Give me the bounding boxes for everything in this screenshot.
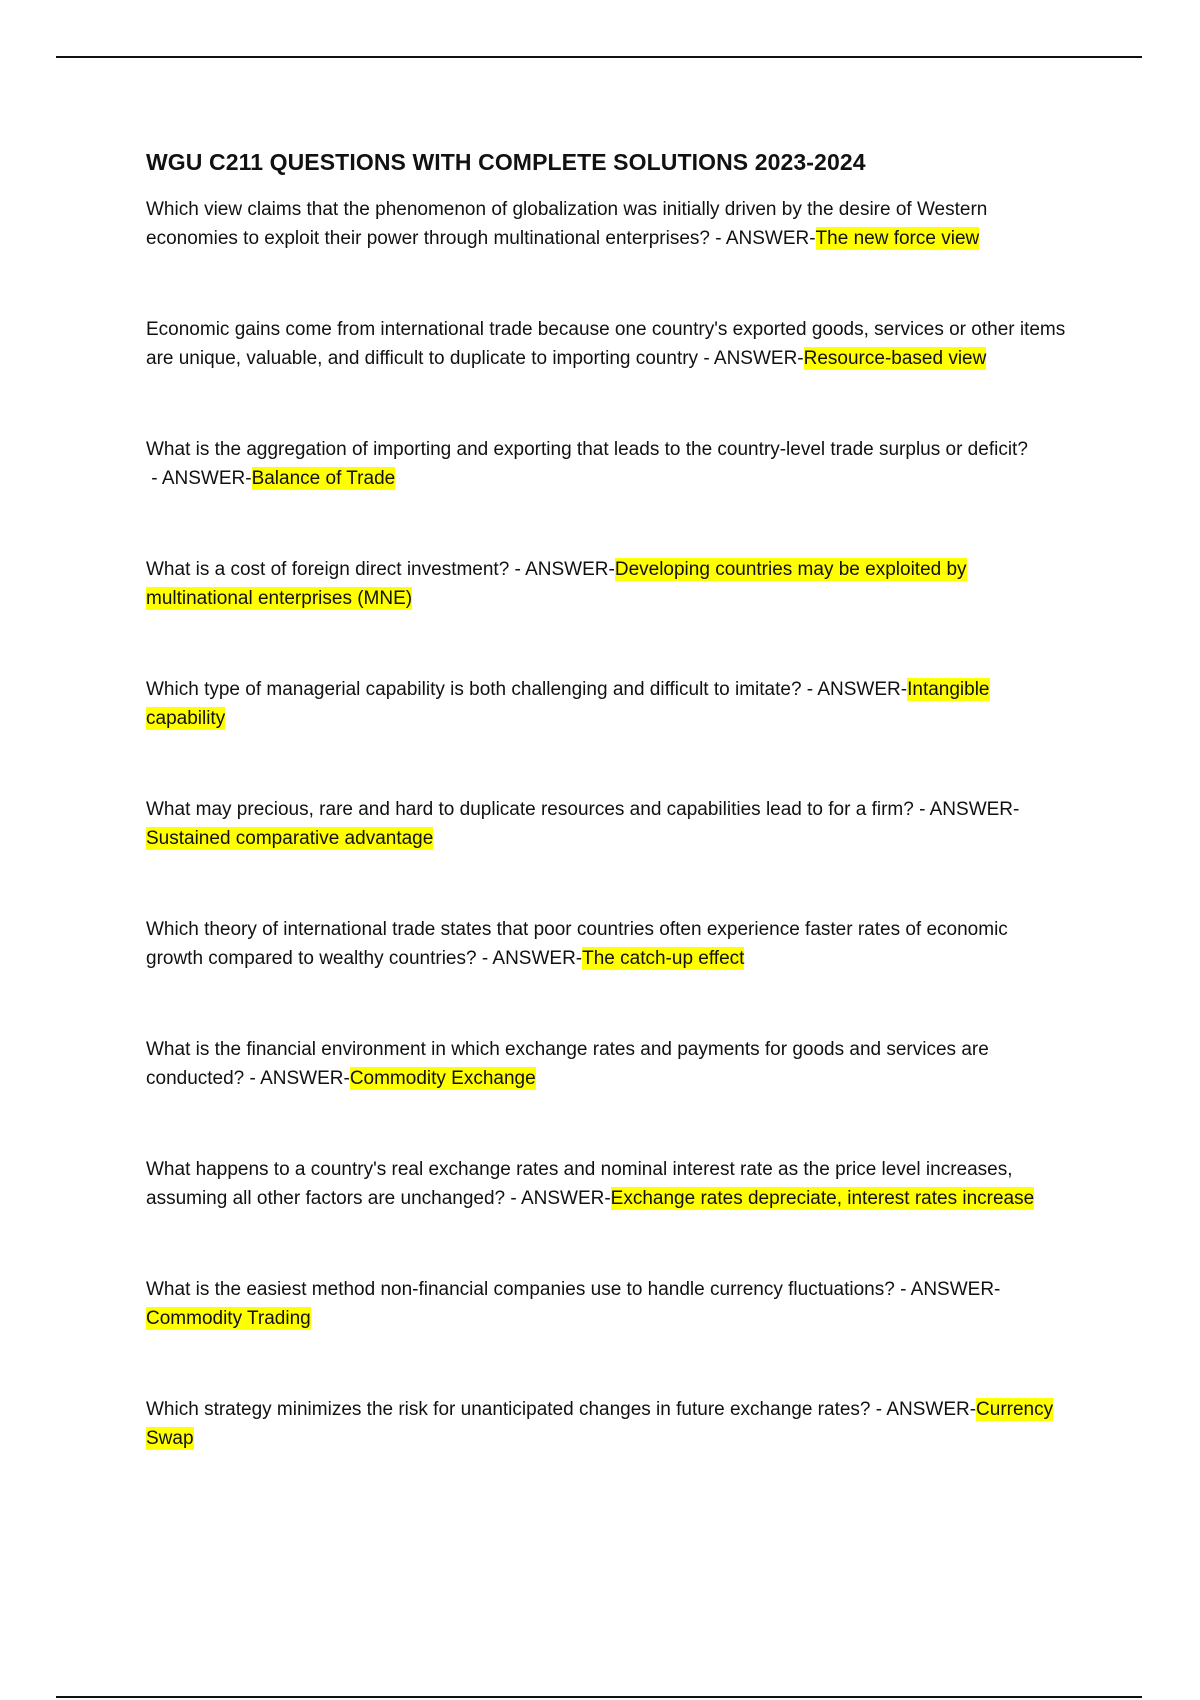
question-text: What may precious, rare and hard to duplicate resources and capabilities lead to for a firm? xyxy=(146,799,914,820)
answer-highlight: Commodity Exchange xyxy=(349,1068,536,1089)
answer-highlight: Commodity Trading xyxy=(146,1308,311,1329)
answer-highlight: The catch-up effect xyxy=(582,948,745,969)
answer-marker: - ANSWER- xyxy=(801,679,908,700)
qa-item-5 xyxy=(146,675,1066,795)
bottom-rule xyxy=(56,1696,1142,1698)
qa-item-7 xyxy=(146,915,1066,1035)
question-text: What is the aggregation of importing and exporting that leads to the country-level trade surplus or deficit? xyxy=(146,439,1028,460)
answer-marker: - ANSWER- xyxy=(476,948,583,969)
qa-item-4 xyxy=(146,555,1066,675)
answer-highlight: Intangible capability xyxy=(146,679,990,729)
question-text: Economic gains come from international trade because one country's exported goods, services or other items are unique, valuable, and difficult to duplicate to importing country xyxy=(146,319,1066,369)
answer-highlight: Resource-based view xyxy=(803,348,987,369)
question-text: Which type of managerial capability is both challenging and difficult to imitate? xyxy=(146,679,802,700)
document-title: WGU C211 QUESTIONS WITH COMPLETE SOLUTIONS 2023-2024 xyxy=(146,149,866,175)
qa-item-2 xyxy=(146,315,1066,435)
qa-item-6 xyxy=(146,795,1066,915)
answer-marker: - ANSWER- xyxy=(913,799,1020,820)
answer-marker: - ANSWER- xyxy=(509,559,615,580)
answer-marker: - ANSWER- xyxy=(709,228,816,249)
answer-marker: - ANSWER- xyxy=(870,1399,977,1420)
answer-marker: - ANSWER- xyxy=(505,1188,611,1209)
qa-item-3 xyxy=(146,435,1066,555)
answer-highlight: Currency Swap xyxy=(146,1399,1054,1449)
answer-marker: - ANSWER- xyxy=(698,348,804,369)
qa-item-1 xyxy=(146,195,1066,315)
answer-highlight: Developing countries may be exploited by multinational enterprises (MNE) xyxy=(146,559,967,609)
qa-item-11 xyxy=(146,1395,1066,1515)
answer-highlight: Exchange rates depreciate, interest rates increase xyxy=(610,1188,1035,1209)
question-text: What is the easiest method non-financial companies use to handle currency fluctuations? xyxy=(146,1279,895,1300)
question-text: What happens to a country's real exchange rates and nominal interest rate as the price level increases, assuming all other factors are unchanged? xyxy=(146,1159,1013,1209)
answer-marker: - ANSWER- xyxy=(146,468,252,489)
answer-marker: - ANSWER- xyxy=(244,1068,350,1089)
answer-highlight: The new force view xyxy=(815,228,980,249)
question-text: Which view claims that the phenomenon of globalization was initially driven by the desire of Western economies to exploit their power through multinational enterprises? xyxy=(146,199,988,249)
qa-item-9 xyxy=(146,1155,1066,1275)
answer-marker: - ANSWER- xyxy=(894,1279,1001,1300)
top-rule xyxy=(56,56,1142,58)
question-text: What is the financial environment in which exchange rates and payments for goods and services are conducted? xyxy=(146,1039,989,1089)
question-text: What is a cost of foreign direct investment? xyxy=(146,559,510,580)
question-text: Which strategy minimizes the risk for unanticipated changes in future exchange rates? xyxy=(146,1399,871,1420)
answer-highlight: Balance of Trade xyxy=(251,468,396,489)
question-text: Which theory of international trade states that poor countries often experience faster rates of economic growth compared to wealthy countries? xyxy=(146,919,1008,969)
qa-list xyxy=(146,195,1066,1515)
qa-item-10 xyxy=(146,1275,1066,1395)
qa-item-8 xyxy=(146,1035,1066,1155)
document-body xyxy=(146,146,1066,1515)
answer-highlight: Sustained comparative advantage xyxy=(146,828,434,849)
